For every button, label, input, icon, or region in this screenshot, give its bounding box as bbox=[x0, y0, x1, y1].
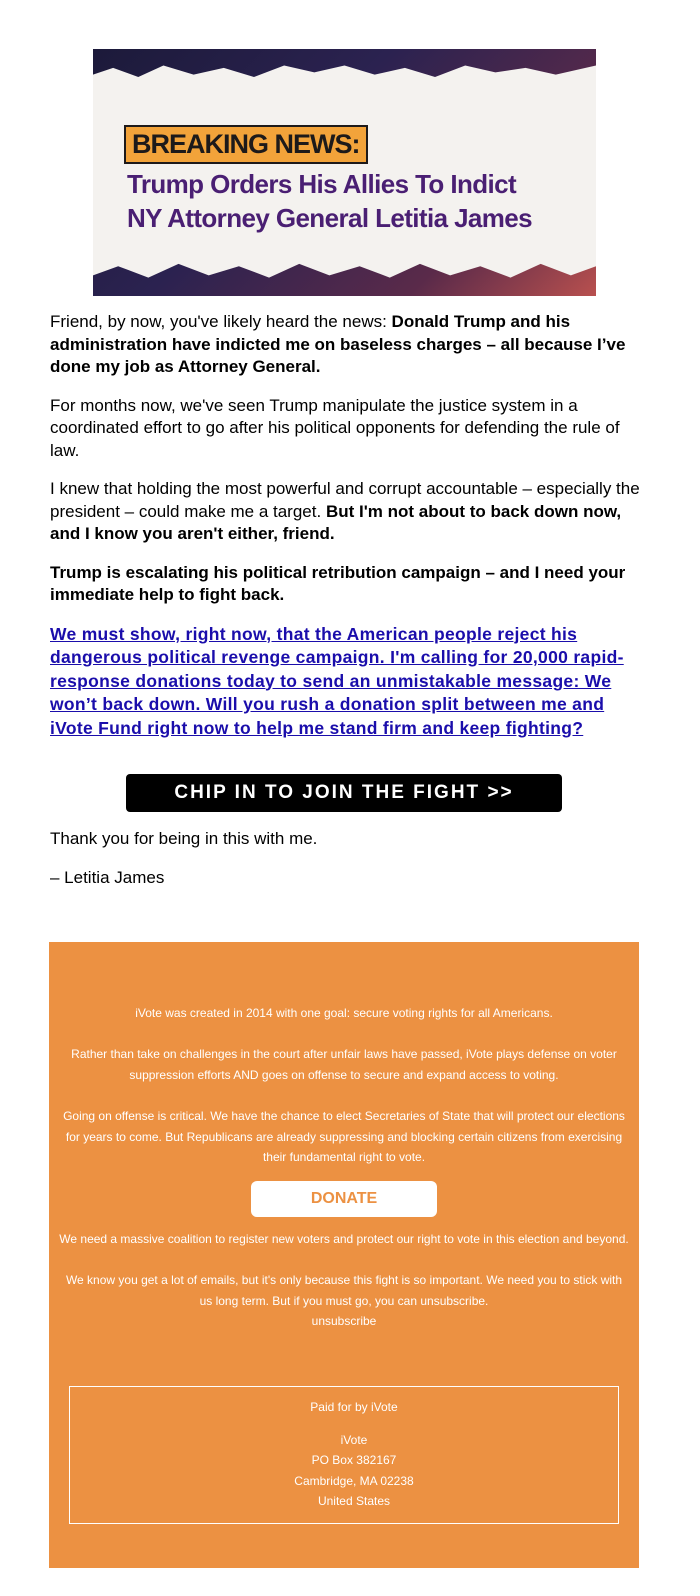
paid-for-box bbox=[69, 1386, 619, 1524]
unsubscribe-link[interactable]: unsubscribe bbox=[311, 1314, 377, 1328]
breaking-news-banner-image[interactable] bbox=[93, 49, 596, 296]
paragraph-1-bold: Donald Trump and his administration have indicted me on baseless charges – all because I’ve done my job as Attorney General. bbox=[50, 312, 626, 376]
paragraph-1 bbox=[50, 311, 640, 379]
chip-in-button[interactable]: CHIP IN TO JOIN THE FIGHT >> bbox=[126, 774, 562, 812]
paragraph-1-text: Friend, by now, you've likely heard the news: bbox=[50, 312, 392, 331]
banner-headline bbox=[127, 167, 587, 235]
paragraph-5 bbox=[50, 623, 640, 741]
footer-paragraph-1: iVote was created in 2014 with one goal: secure voting rights for all Americans. bbox=[135, 1006, 553, 1020]
email-body bbox=[50, 311, 640, 756]
banner-headline-line1: Trump Orders His Allies To Indict bbox=[127, 169, 517, 199]
footer-paragraph-3: Going on offense is critical. We have the chance to elect Secretaries of State that will protect our elections for years to come. But Republicans are already suppressing and blocking certain citizens from exercising their fundamental right to vote. bbox=[63, 1109, 625, 1164]
paid-for-text: Paid for by iVote bbox=[310, 1400, 398, 1414]
signature: – Letitia James bbox=[50, 868, 165, 887]
footer-paragraph-5: We know you get a lot of emails, but it's only because this fight is so important. We need you to stick with us long term. But if you must go, you can unsubscribe. bbox=[65, 1273, 623, 1308]
paragraph-3-bold: But I'm not about to back down now, and I know you aren't either, friend. bbox=[50, 501, 622, 543]
address-city: Cambridge, MA 02238 bbox=[294, 1474, 414, 1488]
donate-button[interactable]: DONATE bbox=[251, 1181, 437, 1217]
footer-paragraph-4: We need a massive coalition to register new voters and protect our right to vote in this election and beyond. bbox=[59, 1232, 629, 1246]
email-closing bbox=[50, 828, 640, 906]
ivote-footer bbox=[49, 942, 639, 1568]
paragraph-4-bold: Trump is escalating his political retribution campaign – and I need your immediate help to fight back. bbox=[50, 562, 626, 604]
paragraph-2: For months now, we've seen Trump manipulate the justice system in a coordinated effort to go after his political opponents for defending the rule of law. bbox=[50, 395, 620, 460]
address-name: iVote bbox=[340, 1433, 368, 1447]
footer-paragraph-2: Rather than take on challenges in the court after unfair laws have passed, iVote plays defense on voter suppression efforts AND goes on offense to secure and expand access to voting. bbox=[71, 1047, 617, 1082]
paragraph-3 bbox=[50, 478, 640, 546]
breaking-news-badge bbox=[124, 125, 368, 164]
donation-appeal-link[interactable]: We must show, right now, that the American people reject his dangerous political revenge campaign. I'm calling for 20,000 rapid-response donations today to send an unmistakable message: We won’t back down. Will you rush a donation split between me and iVote Fund right now to help me stand firm and keep fighting? bbox=[50, 623, 624, 738]
banner-headline-line2: NY Attorney General Letitia James bbox=[127, 203, 533, 233]
paragraph-4 bbox=[50, 562, 640, 607]
paragraph-3-text: I knew that holding the most powerful and corrupt accountable – especially the president – could make me a target. bbox=[50, 479, 640, 521]
address-country: United States bbox=[317, 1494, 391, 1508]
breaking-news-label: BREAKING NEWS: bbox=[132, 129, 360, 159]
address-po-box: PO Box 382167 bbox=[311, 1453, 397, 1467]
thanks-text: Thank you for being in this with me. bbox=[50, 829, 318, 848]
